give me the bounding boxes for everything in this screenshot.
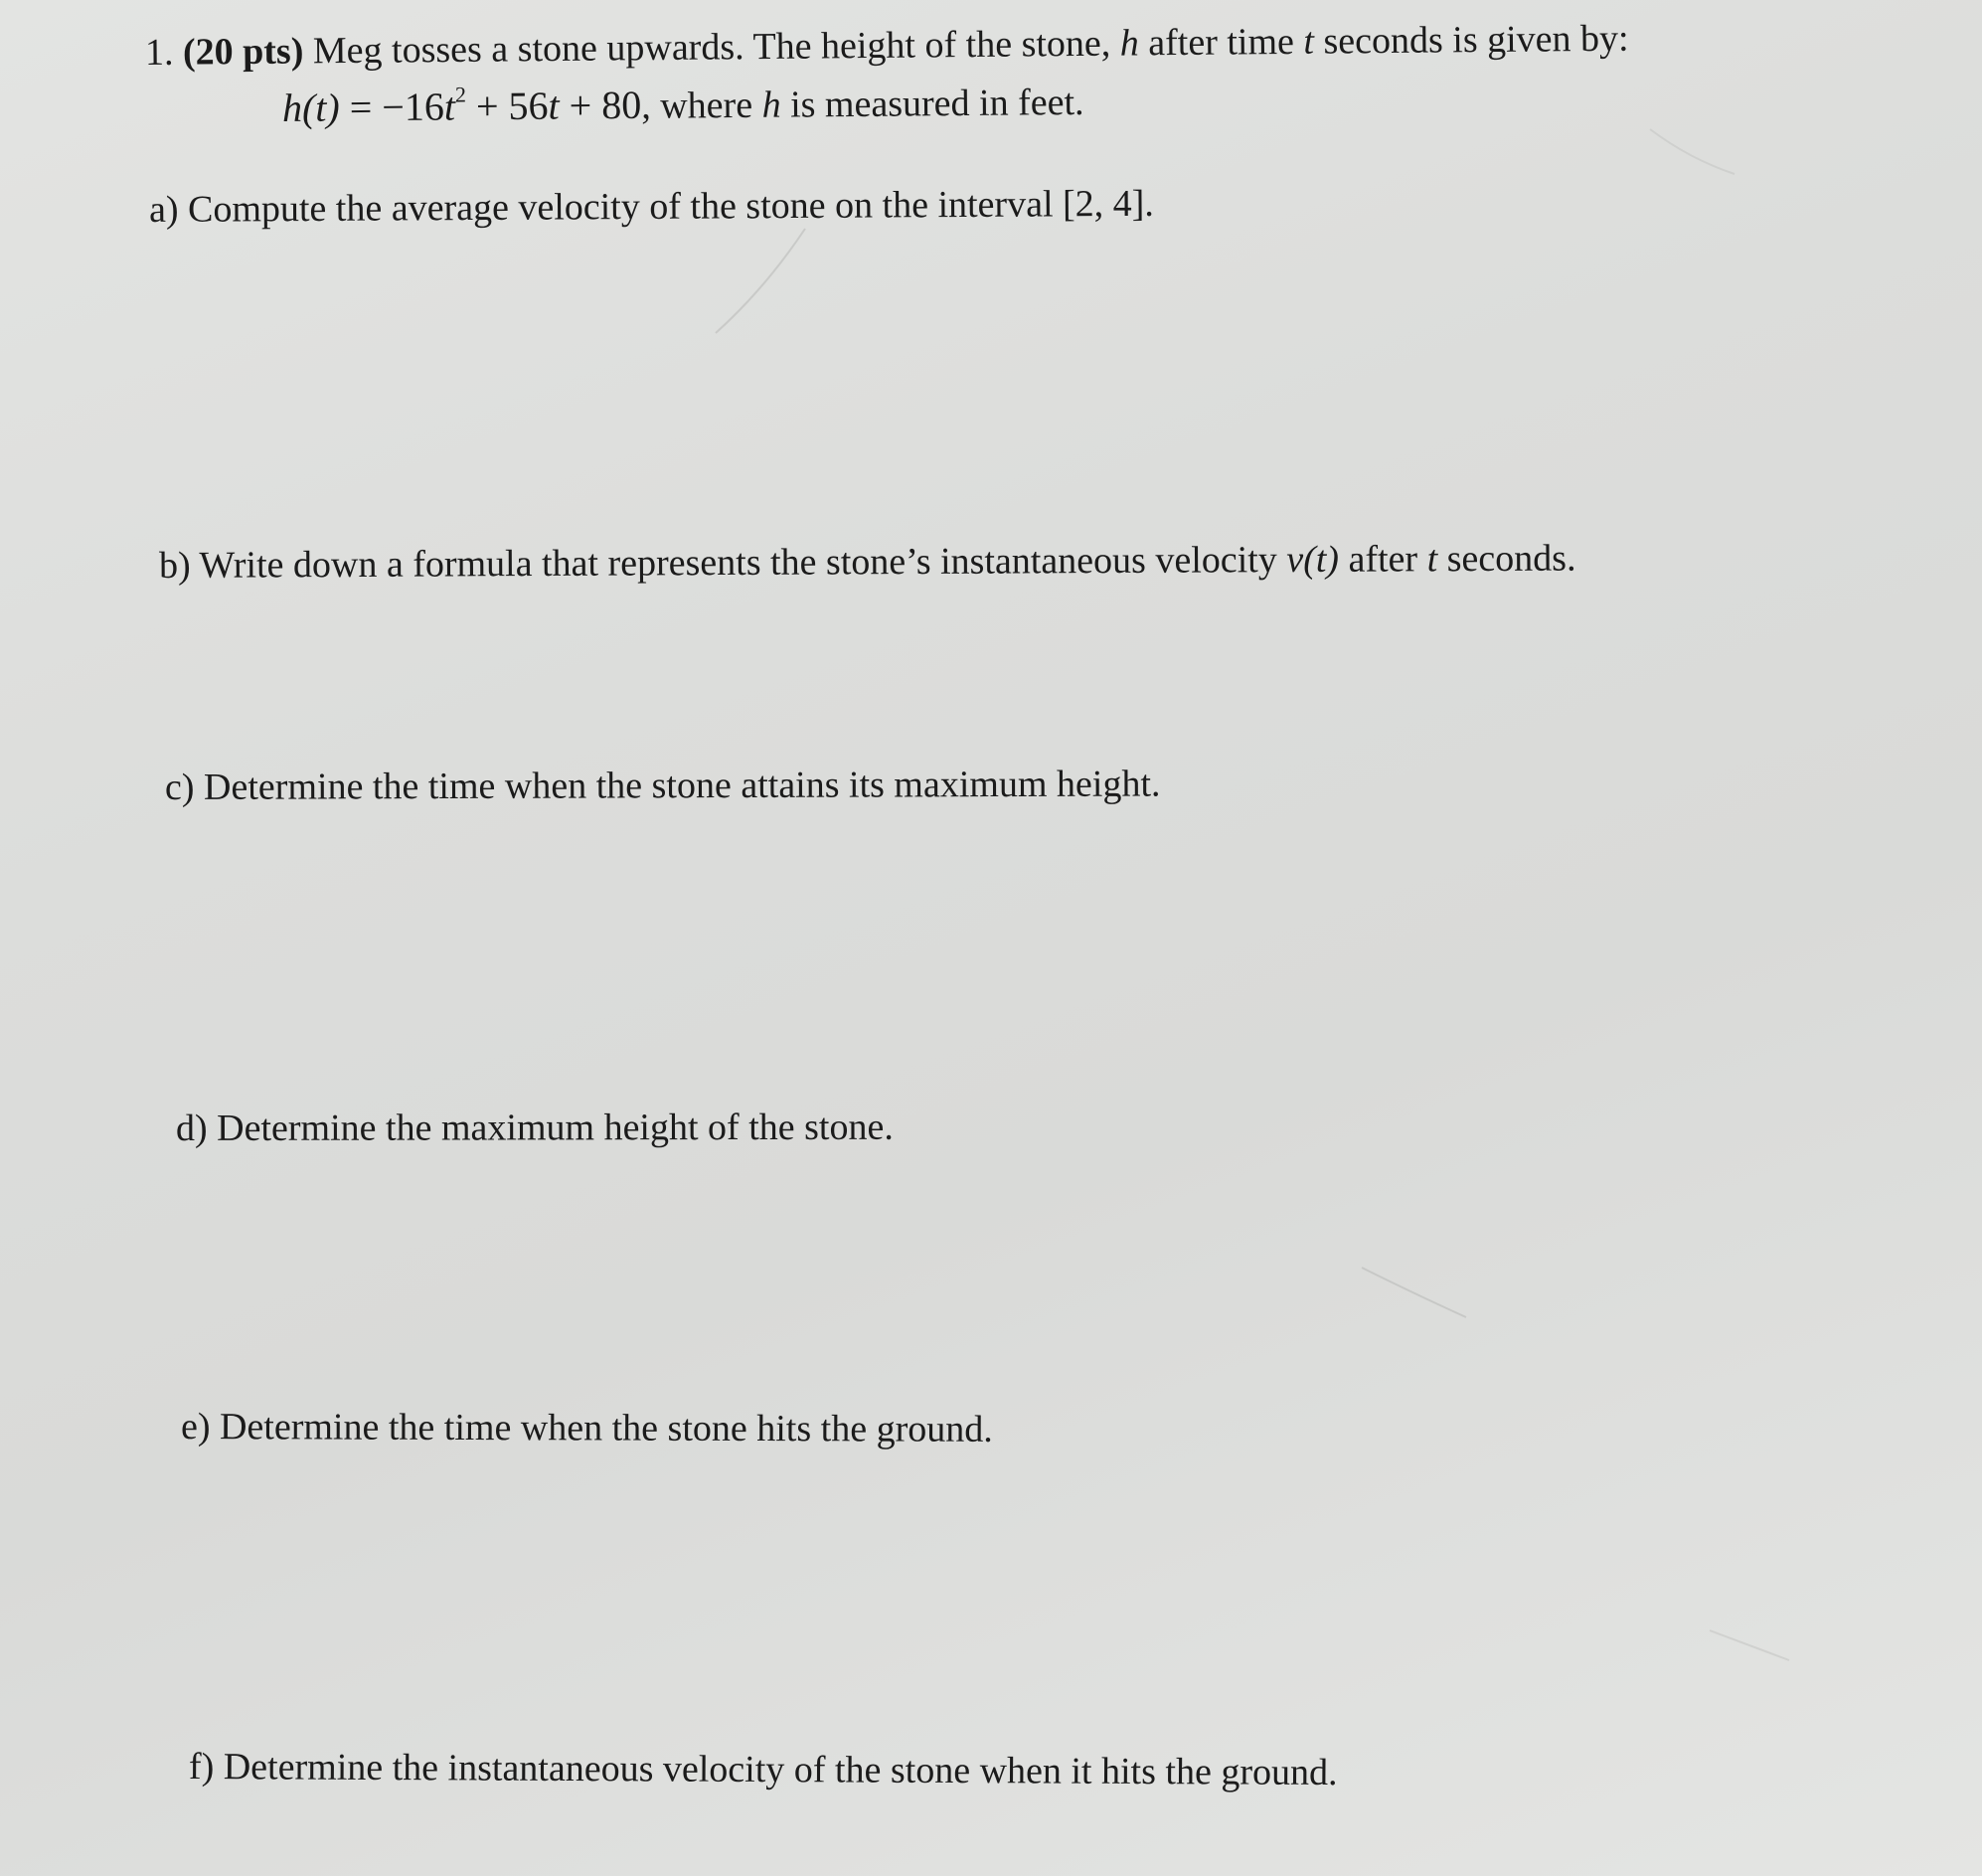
question-b: [159, 536, 1576, 589]
formula-lhs: h(t): [281, 85, 340, 130]
height-formula: [282, 79, 1084, 132]
formula-eq: = −16: [339, 84, 445, 130]
after-time-text: after time: [1148, 20, 1295, 65]
problem-intro: [145, 16, 1629, 76]
points-label: (20 pts): [182, 30, 304, 74]
question-b-after: after: [1348, 538, 1418, 581]
question-b-velocity: v(t): [1286, 538, 1340, 582]
question-c: c) Determine the time when the stone attains its maximum height.: [164, 763, 1161, 808]
formula-t2: t: [548, 83, 560, 128]
question-a: a) Compute the average velocity of the stone on the interval [2, 4].: [148, 182, 1155, 231]
formula-exponent: 2: [454, 82, 467, 107]
formula-tail: + 80: [559, 82, 642, 128]
variable-h: h: [1119, 22, 1139, 65]
formula-measured: is measured in feet.: [789, 81, 1084, 126]
question-f: f) Determine the instantaneous velocity of the stone when it hits the ground.: [188, 1746, 1338, 1794]
variable-t: t: [1303, 20, 1315, 63]
question-b-variable-t: t: [1426, 538, 1438, 581]
seconds-given-text: seconds is given by:: [1323, 17, 1629, 63]
formula-where: , where: [641, 84, 753, 127]
question-d: d) Determine the maximum height of the stone.: [175, 1106, 894, 1149]
formula-variable-h: h: [761, 84, 781, 126]
question-b-end: seconds.: [1446, 537, 1576, 581]
formula-t1: t: [443, 84, 456, 129]
question-b-text: b) Write down a formula that represents the stone’s instantaneous velocity: [158, 539, 1277, 587]
question-e: e) Determine the time when the stone hits the ground.: [180, 1406, 993, 1450]
problem-statement: Meg tosses a stone upwards. The height of the stone,: [312, 22, 1111, 73]
problem-number: 1.: [144, 31, 174, 74]
formula-mid: + 56: [465, 83, 549, 129]
